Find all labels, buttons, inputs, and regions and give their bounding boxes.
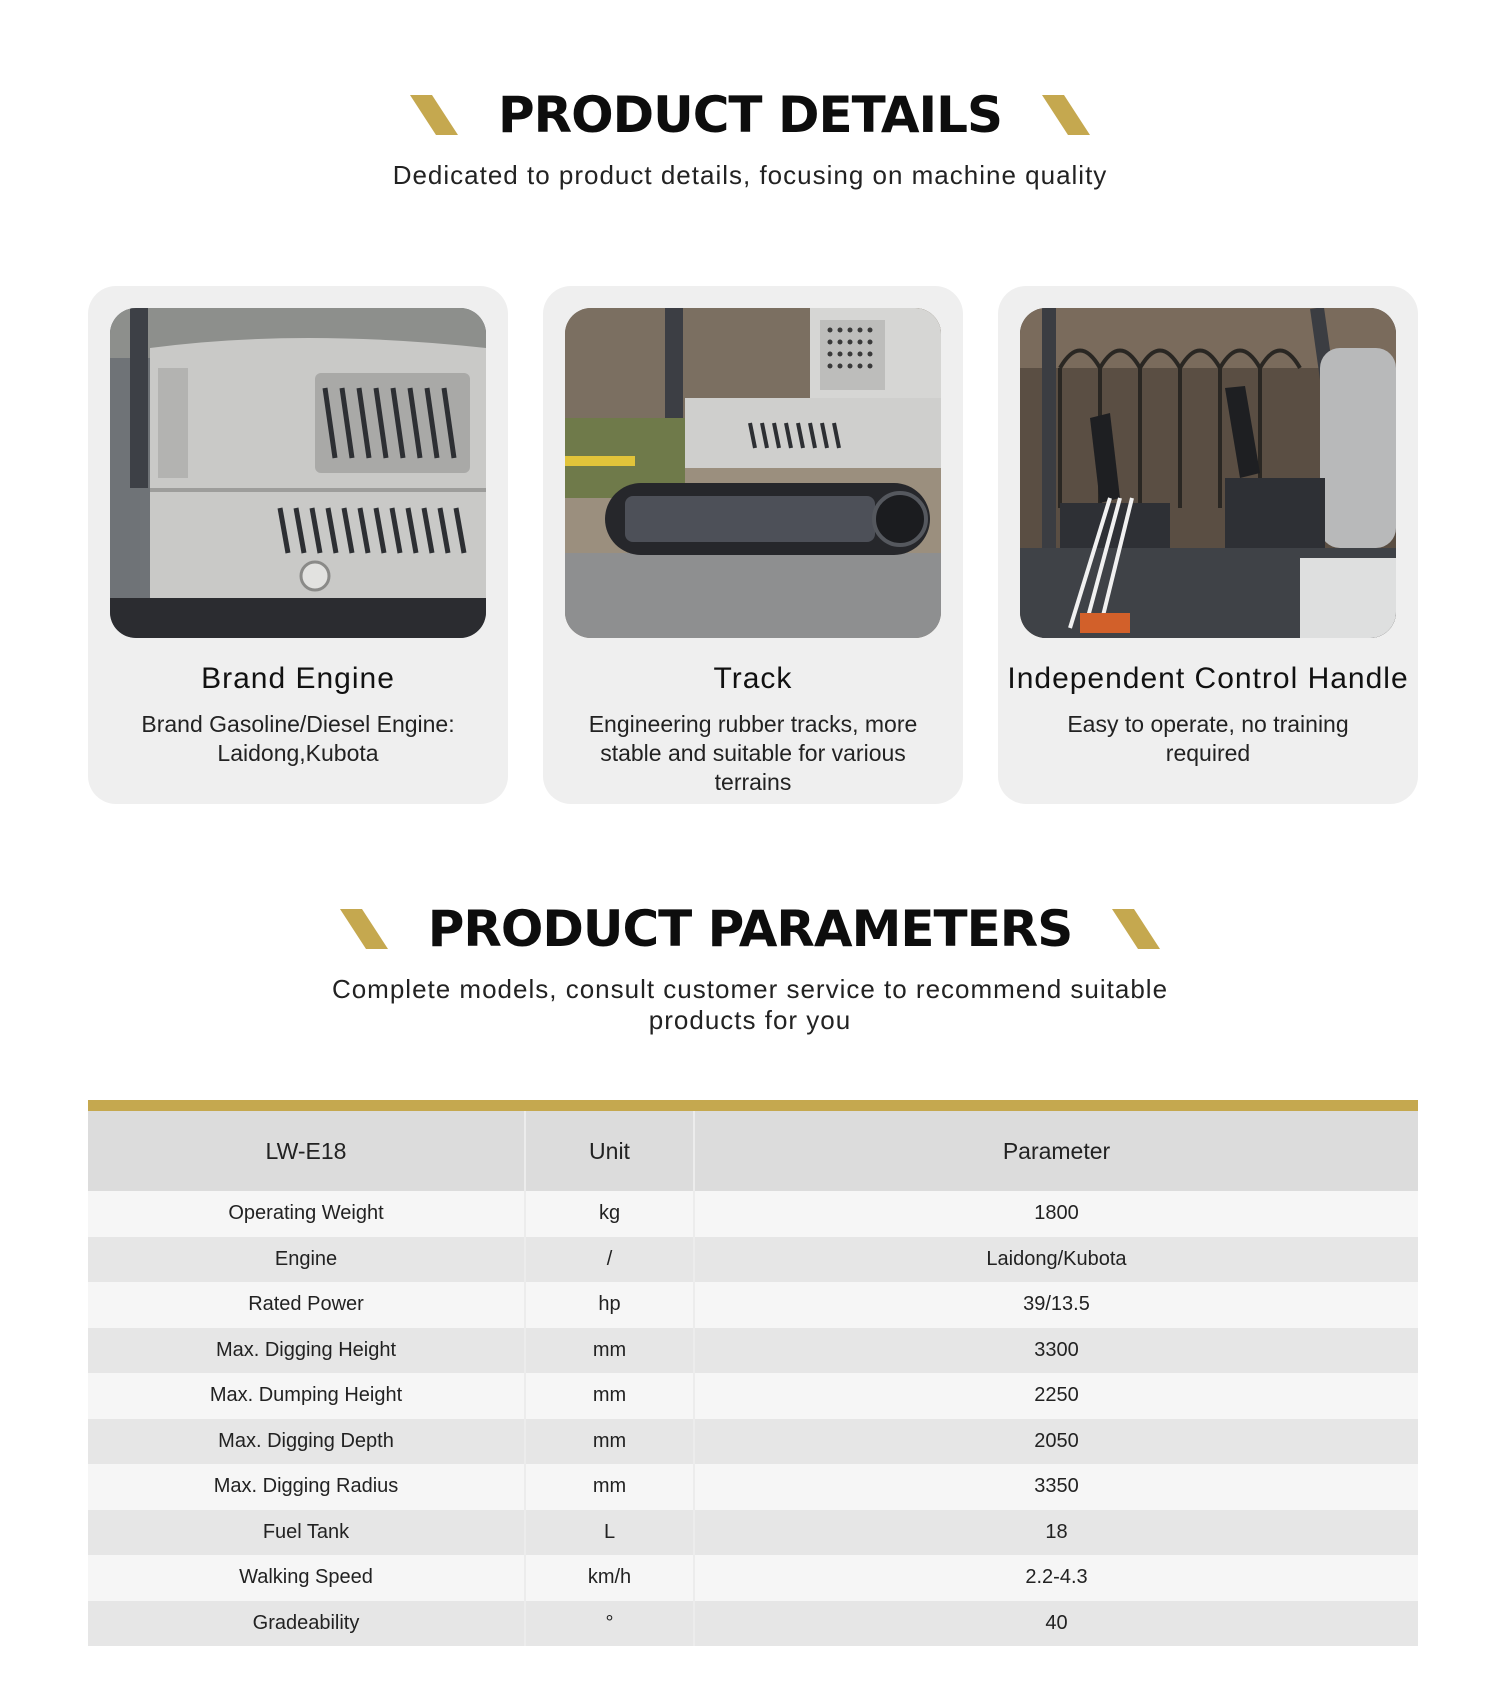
row-unit: ° xyxy=(525,1601,694,1647)
card-description: Easy to operate, no training required xyxy=(1067,711,1349,766)
row-value: 3350 xyxy=(694,1464,1418,1510)
table-row xyxy=(88,1237,1418,1283)
feature-card-engine xyxy=(88,286,508,804)
row-unit: L xyxy=(525,1510,694,1556)
table-row xyxy=(88,1464,1418,1510)
row-label: Rated Power xyxy=(88,1282,525,1328)
details-title: PRODUCT DETAILS xyxy=(497,86,1003,144)
table-row xyxy=(88,1510,1418,1556)
feature-cards xyxy=(88,286,1418,804)
track-photo xyxy=(565,308,941,638)
row-unit: mm xyxy=(525,1373,694,1419)
row-value: Laidong/Kubota xyxy=(694,1237,1418,1283)
parameters-subtitle xyxy=(0,974,1500,1036)
table-row xyxy=(88,1601,1418,1647)
row-value: 39/13.5 xyxy=(694,1282,1418,1328)
table-row xyxy=(88,1419,1418,1465)
table-header-row xyxy=(88,1111,1418,1191)
engine-photo xyxy=(110,308,486,638)
parameters-subtitle-line: Complete models, consult customer service to recommend suitable xyxy=(331,974,1169,1004)
table-row xyxy=(88,1191,1418,1237)
row-value: 40 xyxy=(694,1601,1418,1647)
row-unit: km/h xyxy=(525,1555,694,1601)
row-label: Max. Dumping Height xyxy=(88,1373,525,1419)
row-value: 2050 xyxy=(694,1419,1418,1465)
parameters-header xyxy=(0,900,1500,1036)
row-label: Fuel Tank xyxy=(88,1510,525,1556)
row-label: Max. Digging Radius xyxy=(88,1464,525,1510)
table-row xyxy=(88,1373,1418,1419)
table-row xyxy=(88,1282,1418,1328)
row-value: 3300 xyxy=(694,1328,1418,1374)
left-accent-icon xyxy=(410,95,458,135)
header-parameter: Parameter xyxy=(694,1111,1418,1191)
header-unit: Unit xyxy=(525,1111,694,1191)
card-description: Brand Gasoline/Diesel Engine: Laidong,Kubota xyxy=(141,711,455,766)
row-unit: hp xyxy=(525,1282,694,1328)
right-accent-icon xyxy=(1112,909,1160,949)
row-label: Operating Weight xyxy=(88,1191,525,1237)
row-unit: / xyxy=(525,1237,694,1283)
row-value: 2.2-4.3 xyxy=(694,1555,1418,1601)
card-description: Engineering rubber tracks, more stable and suitable for various terrains xyxy=(588,711,918,795)
right-accent-icon xyxy=(1042,95,1090,135)
parameters-subtitle-line: products for you xyxy=(648,1005,852,1035)
row-label: Gradeability xyxy=(88,1601,525,1647)
header-model: LW-E18 xyxy=(88,1111,525,1191)
row-value: 2250 xyxy=(694,1373,1418,1419)
parameters-title: PRODUCT PARAMETERS xyxy=(427,900,1073,958)
row-unit: mm xyxy=(525,1419,694,1465)
row-label: Engine xyxy=(88,1237,525,1283)
card-title: Brand Engine xyxy=(201,662,395,695)
row-value: 1800 xyxy=(694,1191,1418,1237)
row-label: Walking Speed xyxy=(88,1555,525,1601)
feature-card-control-handle xyxy=(998,286,1418,804)
row-unit: mm xyxy=(525,1464,694,1510)
row-unit: mm xyxy=(525,1328,694,1374)
control-handle-photo xyxy=(1020,308,1396,638)
feature-card-track xyxy=(543,286,963,804)
card-title: Independent Control Handle xyxy=(1007,662,1409,695)
card-title: Track xyxy=(713,662,793,695)
details-subtitle: Dedicated to product details, focusing on machine quality xyxy=(392,160,1108,190)
parameters-table xyxy=(88,1100,1418,1646)
row-value: 18 xyxy=(694,1510,1418,1556)
row-label: Max. Digging Height xyxy=(88,1328,525,1374)
table-top-bar xyxy=(88,1100,1418,1111)
row-unit: kg xyxy=(525,1191,694,1237)
table-row xyxy=(88,1555,1418,1601)
left-accent-icon xyxy=(340,909,388,949)
table-row xyxy=(88,1328,1418,1374)
row-label: Max. Digging Depth xyxy=(88,1419,525,1465)
details-header xyxy=(0,86,1500,191)
